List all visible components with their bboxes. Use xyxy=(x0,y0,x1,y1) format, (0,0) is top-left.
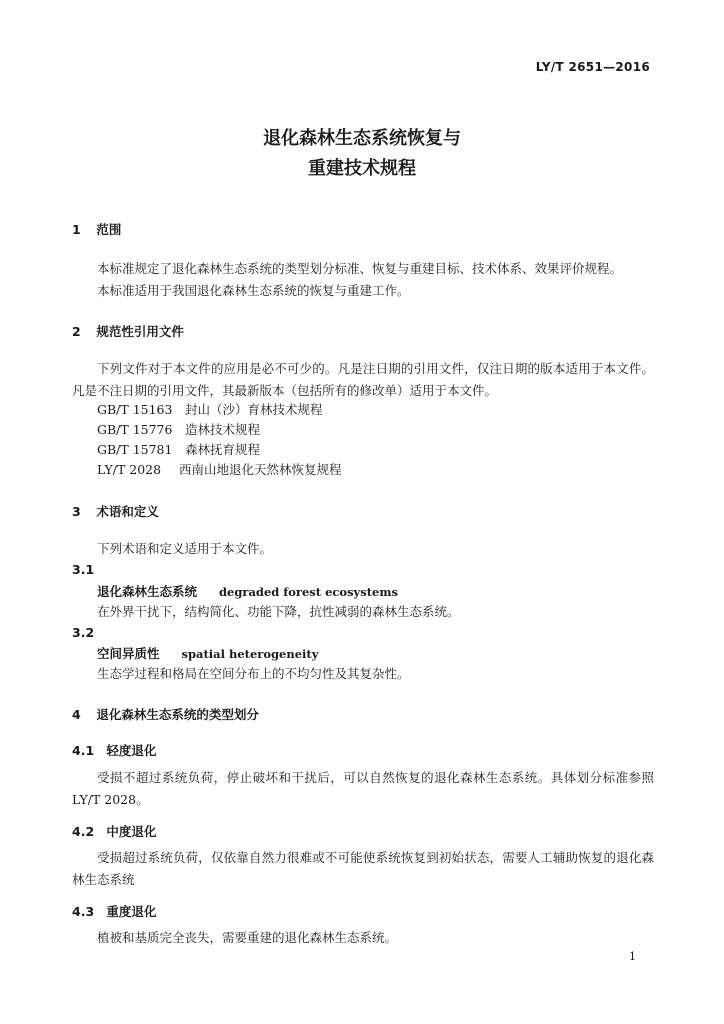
title-line-2: 重建技术规程 xyxy=(308,158,416,179)
term-english: spatial heterogeneity xyxy=(181,647,319,661)
section-number: 2 xyxy=(72,324,81,339)
section-title: 退化森林生态系统的类型划分 xyxy=(96,707,259,722)
page-number: 1 xyxy=(629,950,636,963)
reference-item xyxy=(97,420,260,440)
section-1-heading xyxy=(72,220,121,238)
term-entry xyxy=(97,582,398,600)
reference-name: 造林技术规程 xyxy=(184,422,260,437)
section-title: 术语和定义 xyxy=(96,504,159,519)
section-3-intro: 下列术语和定义适用于本文件。 xyxy=(97,541,273,556)
subsection-number: 4.2 xyxy=(72,824,95,839)
standard-code: LY/T 2651—2016 xyxy=(535,60,650,74)
reference-item xyxy=(97,440,260,460)
section-1-paragraph-2: 本标准适用于我国退化森林生态系统的恢复与重建工作。 xyxy=(97,283,410,298)
reference-name: 封山（沙）育林技术规程 xyxy=(184,402,323,417)
reference-code: GB/T 15781 xyxy=(97,442,173,457)
section-4-heading xyxy=(72,705,259,723)
subsection-4-1-heading xyxy=(72,741,156,759)
section-number: 3 xyxy=(72,504,81,519)
section-2-heading xyxy=(72,322,184,340)
term-definition: 生态学过程和格局在空间分布上的不均匀性及其复杂性。 xyxy=(97,666,410,681)
subsection-4-2-heading xyxy=(72,822,156,840)
reference-code: GB/T 15163 xyxy=(97,402,173,417)
section-3-heading xyxy=(72,502,159,520)
section-1-paragraph-1: 本标准规定了退化森林生态系统的类型划分标准、恢复与重建目标、技术体系、效果评价规程。 xyxy=(97,261,623,276)
subsection-4-3-paragraph: 植被和基质完全丧失，需要重建的退化森林生态系统。 xyxy=(97,930,398,945)
term-number: 3.1 xyxy=(72,562,95,577)
term-chinese: 退化森林生态系统 xyxy=(97,584,198,599)
term-chinese: 空间异质性 xyxy=(97,646,160,661)
subsection-4-2-paragraph: 受损超过系统负荷，仅依靠自然力很难或不可能使系统恢复到初始状态，需要人工辅助恢复的退化森林生态系统 xyxy=(72,850,654,887)
reference-item xyxy=(97,400,323,420)
section-number: 4 xyxy=(72,707,81,722)
reference-name: 森林抚育规程 xyxy=(184,442,260,457)
term-number: 3.2 xyxy=(72,625,95,640)
title-line-1: 退化森林生态系统恢复与 xyxy=(263,128,461,149)
section-number: 1 xyxy=(72,222,81,237)
reference-name: 西南山地退化天然林恢复规程 xyxy=(178,462,342,477)
subsection-number: 4.3 xyxy=(72,904,95,919)
reference-item xyxy=(97,460,342,480)
term-english: degraded forest ecosystems xyxy=(219,585,398,599)
document-title xyxy=(0,124,724,184)
term-definition: 在外界干扰下，结构简化、功能下降，抗性减弱的森林生态系统。 xyxy=(97,604,460,619)
subsection-4-1-paragraph: 受损不超过系统负荷，停止破坏和干扰后，可以自然恢复的退化森林生态系统。具体划分标准参照LY/T 2028。 xyxy=(72,770,654,807)
subsection-4-3-heading xyxy=(72,902,156,920)
subsection-title: 中度退化 xyxy=(106,824,157,839)
subsection-title: 轻度退化 xyxy=(106,743,157,758)
subsection-number: 4.1 xyxy=(72,743,95,758)
subsection-title: 重度退化 xyxy=(106,904,157,919)
section-title: 范围 xyxy=(96,222,122,237)
term-entry xyxy=(97,644,318,662)
section-2-paragraph: 下列文件对于本文件的应用是必不可少的。凡是注日期的引用文件，仅注日期的版本适用于本文件。凡是不注日期的引用文件，其最新版本（包括所有的修改单）适用于本文件。 xyxy=(72,361,654,398)
reference-code: LY/T 2028 xyxy=(97,462,162,477)
section-title: 规范性引用文件 xyxy=(96,324,184,339)
reference-code: GB/T 15776 xyxy=(97,422,173,437)
